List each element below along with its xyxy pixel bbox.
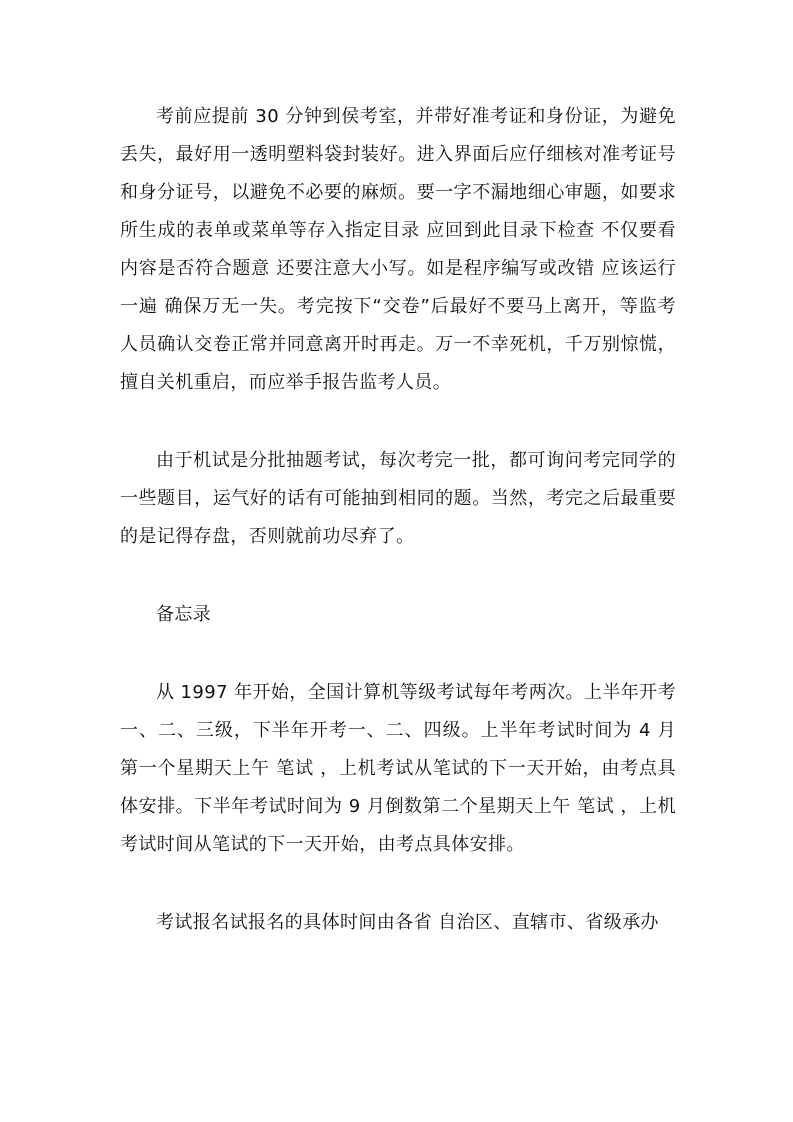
paragraph-gap bbox=[120, 634, 676, 674]
paragraph-registration: 考试报名试报名的具体时间由各省 自治区、直辖市、省级承办 bbox=[156, 912, 659, 933]
section-heading-memo: 备忘录 bbox=[156, 604, 212, 625]
paragraph-batch-exam: 由于机试是分批抽题考试，每次考完一批，都可询问考完同学的一些题目，运气好的话有可能抽到相同的题。当然，考完之后最重要的是记得存盘，否则就前功尽弃了。 bbox=[120, 450, 676, 547]
paragraph-gap bbox=[120, 556, 676, 596]
paragraph-exam-schedule: 从 1997 年开始，全国计算机等级考试每年考两次。上半年开考一、二、三级，下半年开考一、二、四级。上半年考试时间为 4 月第一个星期天上午 笔试 ，上机考试从笔试的下一天开始，由考点具体安排。下半年考试时间为 9 月倒数第二个星期天上午 笔试 ，上机考试时间从笔试的下一天开始，由考点具体安排。 bbox=[120, 682, 676, 855]
paragraph-gap bbox=[120, 402, 676, 442]
document-body bbox=[120, 98, 676, 942]
paragraph-gap bbox=[120, 864, 676, 904]
paragraph-exam-tips: 考前应提前 30 分钟到侯考室，并带好准考证和身份证，为避免丢失，最好用一透明塑料袋封装好。进入界面后应仔细核对准考证号和身分证号，以避免不必要的麻烦。要一字不漏地细心审题，如要求所生成的表单或菜单等存入指定目录 应回到此目录下检查 不仅要看内容是否符合题意 还要注意大小写。如是程序编写或改错 应该运行一遍 确保万无一失。考完按下“交卷”后最好不要马上离开，等监考人员确认交卷正常并同意离开时再走。万一不幸死机，千万别惊慌，擅自关机重启，而应举手报告监考人员。 bbox=[120, 106, 676, 393]
